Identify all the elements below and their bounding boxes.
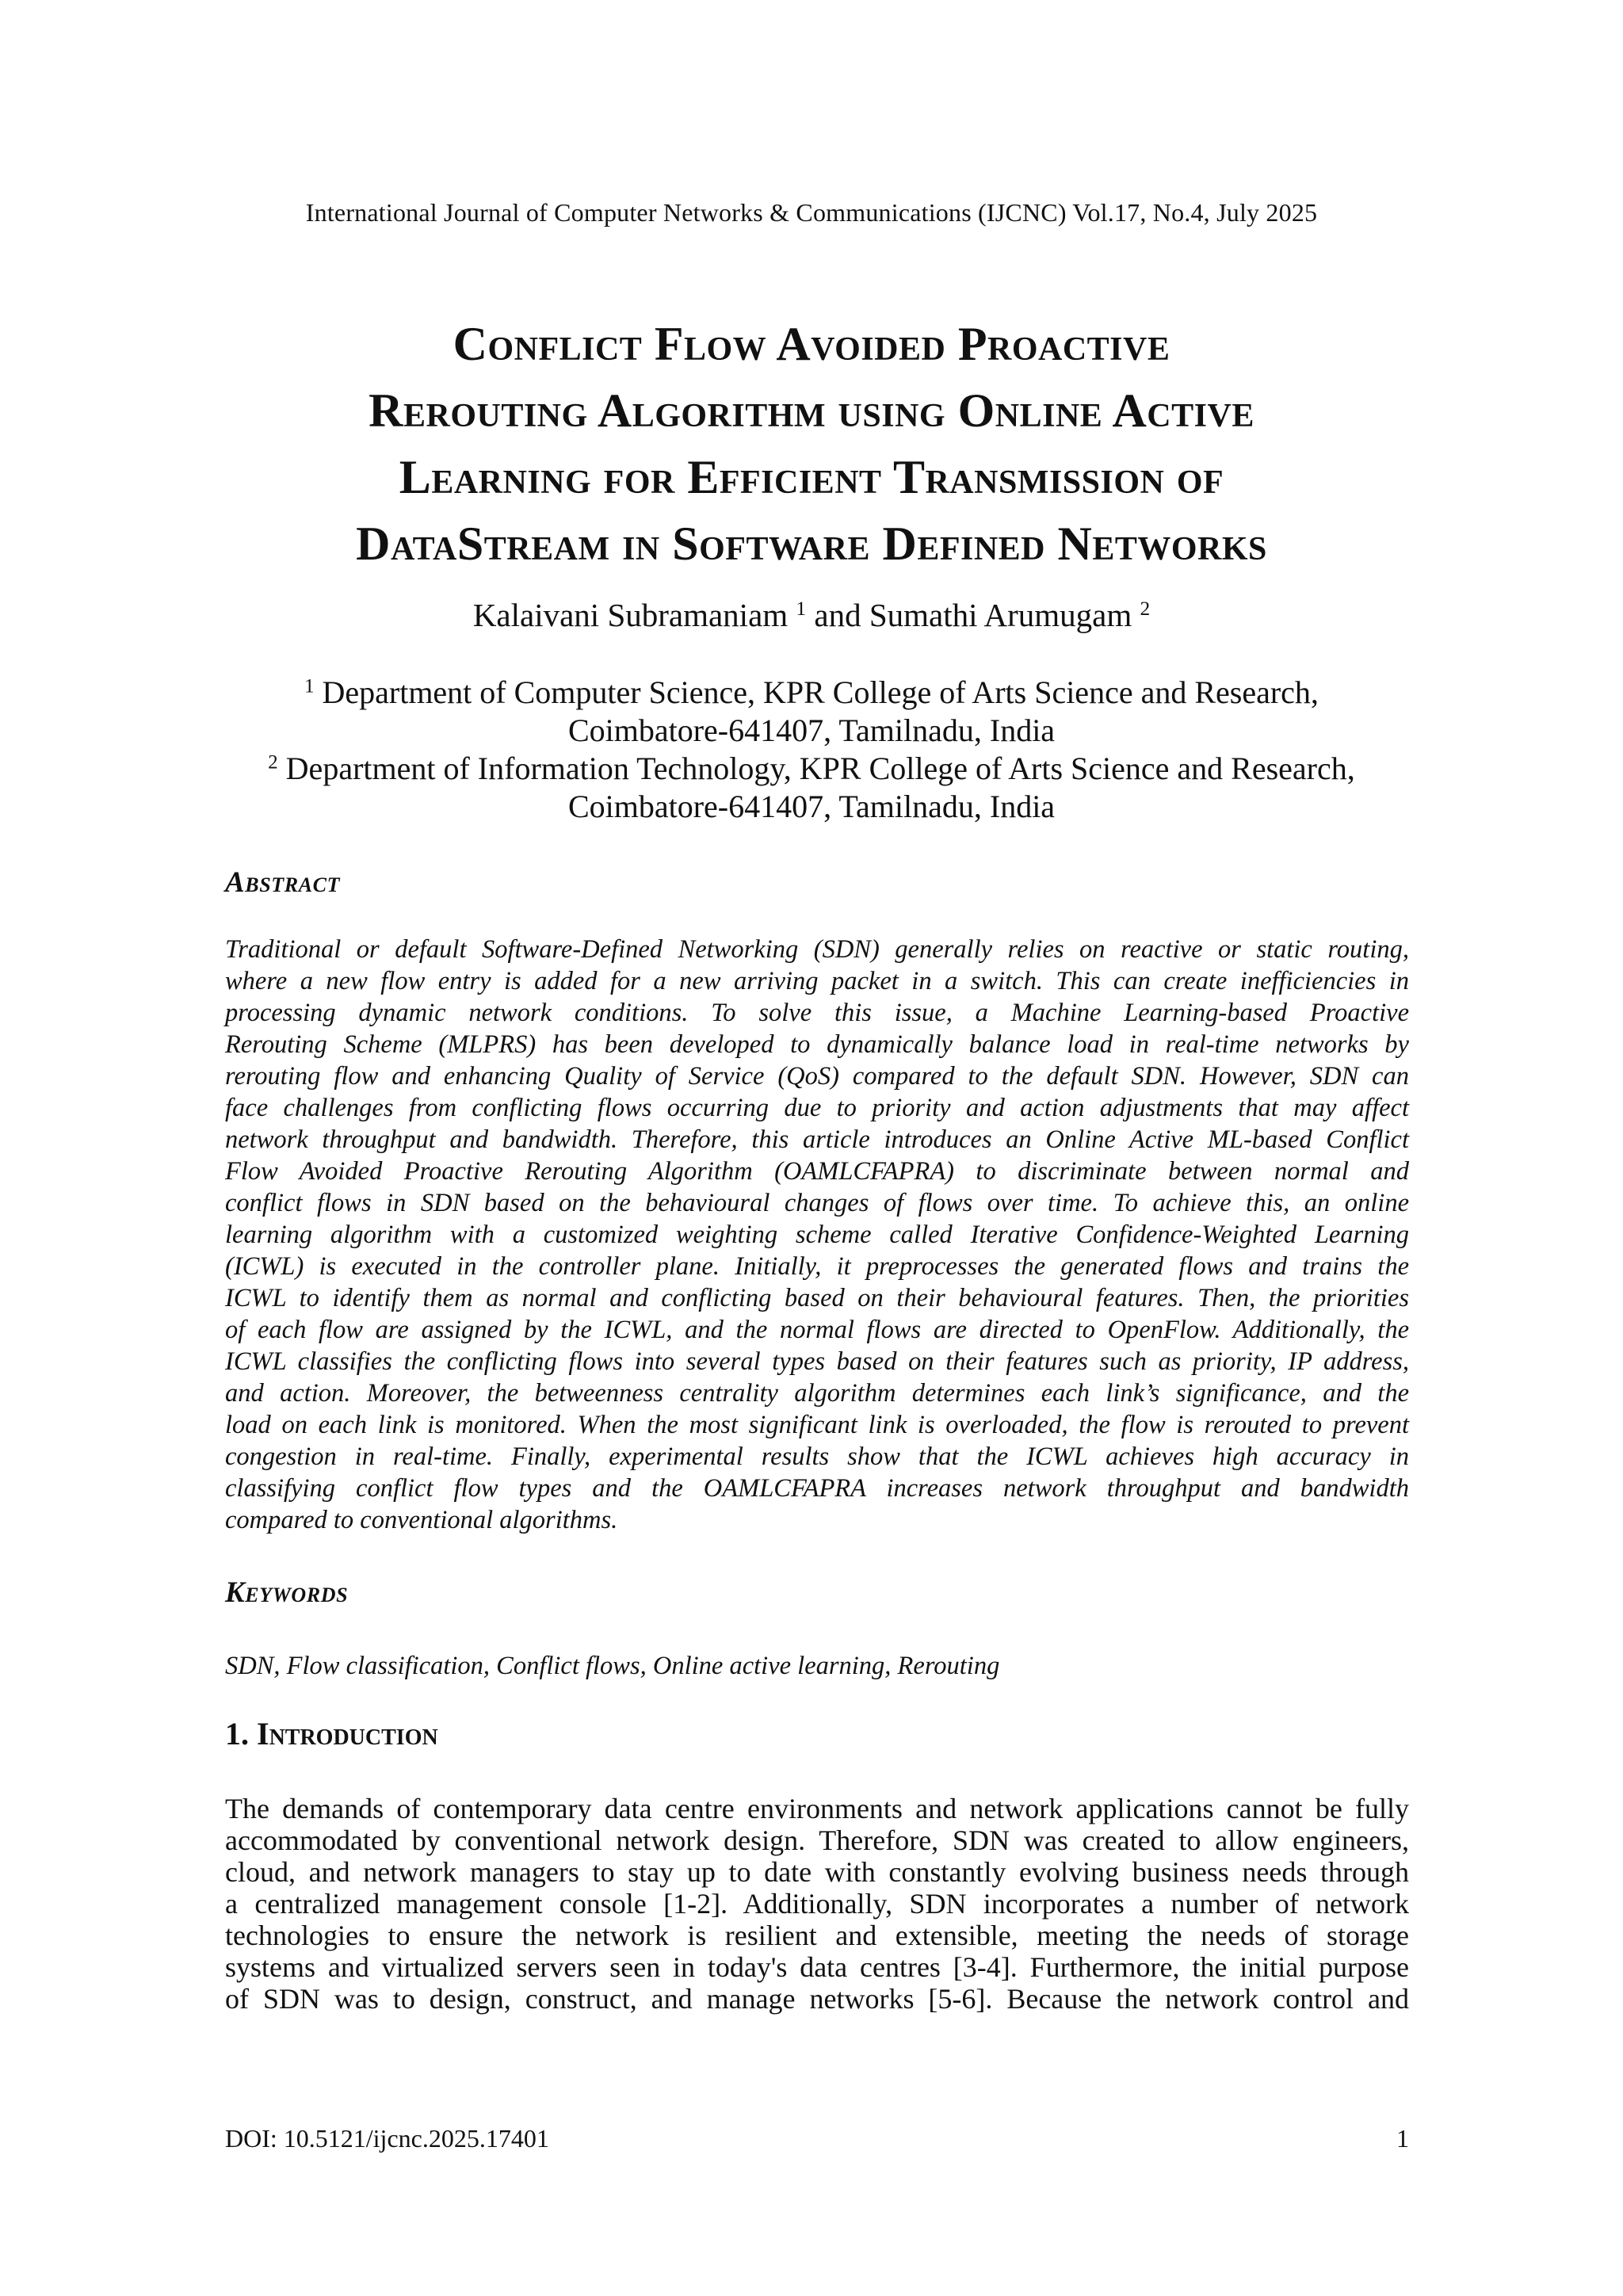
abstract-text (225, 934, 1409, 1536)
abstract-line: learning algorithm with a customized weighting scheme called Iterative Confidence-Weighted Learning (225, 1221, 1409, 1249)
author-name: Sumathi Arumugam (869, 597, 1132, 633)
keywords-text: SDN, Flow classification, Conflict flows, Online active learning, Rerouting (225, 1652, 1000, 1680)
abstract-line: Rerouting Scheme (MLPRS) has been developed to dynamically balance load in real-time networks by (225, 1030, 1409, 1059)
abstract-line: of each flow are assigned by the ICWL, and the normal flows are directed to OpenFlow. Additionally, the (225, 1316, 1409, 1344)
abstract-line: Flow Avoided Proactive Rerouting Algorithm (OAMLCFAPRA) to discriminate between normal and (225, 1157, 1409, 1186)
title-line: Rerouting Algorithm using Online Active (369, 384, 1254, 437)
abstract-line: classifying conflict flow types and the OAMLCFAPRA increases network throughput and bandwidth (225, 1474, 1409, 1503)
abstract-line: rerouting flow and enhancing Quality of Service (QoS) compared to the default SDN. However, SDN can (225, 1062, 1409, 1091)
affiliation (143, 674, 1480, 750)
introduction-line: systems and virtualized servers seen in today's data centres [3-4]. Furthermore, the initial purpose (225, 1951, 1409, 1983)
abstract-line: network throughput and bandwidth. Therefore, this article introduces an Online Active ML-based Conflict (225, 1125, 1409, 1154)
introduction-line: of SDN was to design, construct, and manage networks [5-6]. Because the network control and (225, 1983, 1409, 2015)
affiliation-marker: 1 (304, 675, 315, 697)
abstract-line: processing dynamic network conditions. To solve this issue, a Machine Learning-based Proactive (225, 999, 1409, 1027)
journal-running-header: International Journal of Computer Networks & Communications (IJCNC) Vol.17, No.4, July 2025 (305, 198, 1318, 227)
abstract-line: compared to conventional algorithms. (225, 1506, 618, 1534)
abstract-line: congestion in real-time. Finally, experimental results show that the ICWL achieves high accuracy in (225, 1442, 1409, 1471)
introduction-line: The demands of contemporary data centre environments and network applications cannot be fully (225, 1793, 1409, 1824)
abstract-line: conflict flows in SDN based on the behavioural changes of flows over time. To achieve this, an online (225, 1189, 1409, 1217)
keywords-heading: Keywords (225, 1576, 349, 1609)
affiliation-department: Department of Information Technology, KPR College of Arts Science and Research, (285, 751, 1355, 786)
title-line: Learning for Efficient Transmission of (399, 451, 1224, 503)
author-name: Kalaivani Subramaniam (472, 597, 789, 633)
author-affiliation-marker: 1 (796, 598, 807, 621)
abstract-line: load on each link is monitored. When the most significant link is overloaded, the flow is rerouted to prevent (225, 1411, 1409, 1439)
introduction-text (225, 1793, 1409, 2015)
doi-footer: DOI: 10.5121/ijcnc.2025.17401 (225, 2124, 549, 2153)
affiliation (143, 750, 1480, 826)
affiliation-location: Coimbatore-641407, Tamilnadu, India (567, 712, 1056, 748)
introduction-line: technologies to ensure the network is resilient and extensible, meeting the needs of storage (225, 1920, 1409, 1951)
abstract-line: ICWL to identify them as normal and conflicting based on their behavioural features. Then, the priorities (225, 1284, 1409, 1312)
introduction-line: accommodated by conventional network design. Therefore, SDN was created to allow engineers, (225, 1824, 1409, 1856)
abstract-line: Traditional or default Software-Defined Networking (SDN) generally relies on reactive or static routing, (225, 935, 1409, 964)
abstract-line: and action. Moreover, the betweenness centrality algorithm determines each link’s significance, and the (225, 1379, 1409, 1408)
introduction-line: cloud, and network managers to stay up to date with constantly evolving business needs through (225, 1856, 1409, 1888)
abstract-line: where a new flow entry is added for a new arriving packet in a switch. This can create inefficiencies in (225, 967, 1409, 995)
author-conjunction: and (814, 597, 861, 633)
abstract-line: (ICWL) is executed in the controller plane. Initially, it preprocesses the generated flows and trains the (225, 1252, 1409, 1281)
affiliation-marker: 2 (268, 751, 278, 774)
paper-title (143, 311, 1480, 577)
page-number: 1 (1396, 2124, 1409, 2153)
title-line: DataStream in Software Defined Networks (356, 518, 1267, 570)
affiliation-department: Department of Computer Science, KPR College of Arts Science and Research, (322, 674, 1319, 710)
affiliation-location: Coimbatore-641407, Tamilnadu, India (567, 789, 1056, 824)
introduction-line: a centralized management console [1-2]. Additionally, SDN incorporates a number of network (225, 1888, 1409, 1920)
author-affiliation-marker: 2 (1140, 598, 1151, 621)
author-list (0, 596, 1623, 634)
title-line: Conflict Flow Avoided Proactive (453, 318, 1170, 370)
abstract-line: face challenges from conflicting flows occurring due to priority and action adjustments that may affect (225, 1094, 1409, 1122)
abstract-heading: Abstract (225, 866, 341, 899)
introduction-heading: 1. Introduction (225, 1716, 438, 1752)
abstract-line: ICWL classifies the conflicting flows into several types based on their features such as priority, IP address, (225, 1347, 1409, 1376)
